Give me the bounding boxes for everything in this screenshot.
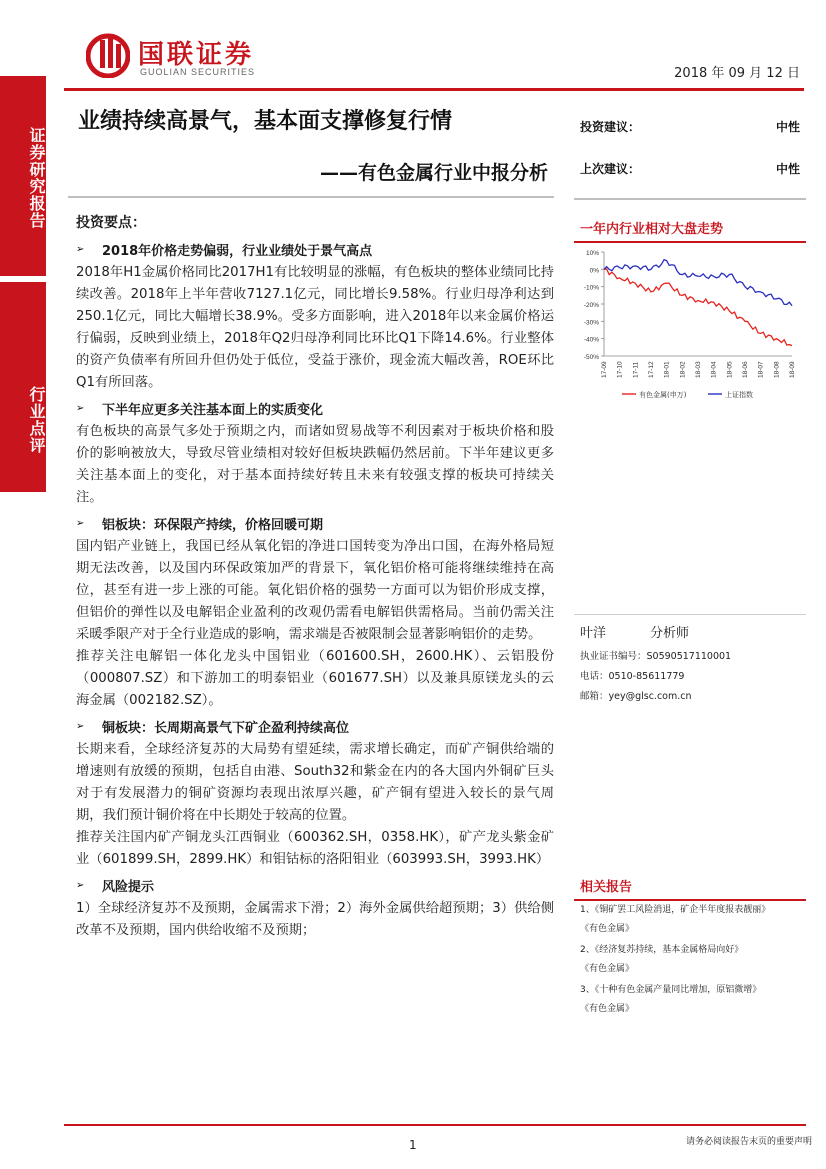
chart-y-tick-label: 0%	[589, 267, 599, 275]
arrow-bullet-icon: ➢	[76, 403, 85, 414]
report-subtitle: ——有色金属行业中报分析	[319, 162, 548, 184]
title-divider	[68, 196, 554, 198]
relative-performance-chart	[574, 244, 806, 404]
header-divider	[64, 88, 804, 91]
related-report-title[interactable]: 2、《经济复苏持续，基本金属格局向好》	[580, 945, 744, 955]
section-heading	[76, 240, 554, 259]
section-paragraph: 推荐关注电解铝一体化龙头中国铝业（601600.SH，2600.HK）、云铝股份（000807.SZ）和下游加工的明泰铝业（601677.SH）以及兼具原镁龙头的云海金属（002182.SZ）。	[76, 649, 554, 708]
section-paragraph: 长期来看，全球经济复苏的大局势有望延续，需求增长确定，而矿产铜供给端的增速则有放缓的预期，包括自由港、South32和紫金在内的各大国内外铜矿巨头对于有发展潜力的铜矿资源均表现出浓厚兴趣，矿产铜有望进入较长的景气周期，我们预计铜价将在中长期处于较高的位置。	[76, 742, 554, 823]
section-paragraph: 2018年H1金属价格同比2017H1有比较明显的涨幅，有色板块的整体业绩同比持续改善。2018年上半年营收7127.1亿元，同比增长9.58%。行业归母净利达到250.1亿元，同比大幅增长38.9%。受多方面影响，进入2018年以来金属价格运行偏弱，反映到业绩上，2018年Q2归母净利同比环比Q1下降14.6%。行业整体的资产负债率有所回升但仍处于低位，受益于涨价，现金流大幅改善，ROE环比Q1有所回落。	[76, 265, 554, 390]
chart-y-tick-label: -30%	[583, 319, 599, 327]
logo-name-cn: 国联证券	[138, 40, 255, 70]
chart-y-tick-label: -10%	[583, 284, 599, 292]
page-number: 1	[409, 1138, 417, 1152]
related-report-title[interactable]: 3、《十种有色金属产量同比增加，原铝微增》	[580, 985, 762, 995]
related-report-title[interactable]: 1、《铜矿罢工风险消退，矿企半年度报表靓丽》	[580, 905, 771, 915]
section-heading-text: 铝板块：环保限产持续，价格回暖可期	[102, 518, 324, 533]
sidebar-label-research-report: 证券研究报告	[27, 127, 46, 229]
chart-y-tick-label: -50%	[583, 354, 599, 361]
report-date: 2018 年 09 月 12 日	[674, 66, 800, 81]
main-content	[76, 212, 554, 942]
chart-x-tick-label: 17-11	[632, 361, 640, 378]
chart-x-tick-label: 18-07	[757, 361, 765, 378]
chart-section-title: 一年内行业相对大盘走势	[574, 218, 806, 243]
chart-x-tick-label: 18-02	[679, 361, 687, 378]
chart-x-tick-label: 17-12	[648, 361, 655, 378]
chart-x-tick-label: 18-05	[726, 361, 734, 378]
rating-previous-value: 中性	[775, 162, 800, 176]
section-paragraph: 推荐关注国内矿产铜龙头江西铜业（600362.SH，0358.HK），矿产龙头紫金矿业（601899.SH，2899.HK）和钼钴标的洛阳钼业（603993.SH，3993.HK）	[76, 830, 554, 867]
section-heading-text: 下半年应更多关注基本面上的实质变化	[102, 403, 324, 418]
section-paragraph: 1）全球经济复苏不及预期，金属需求下滑；2）海外金属供给超预期；3）供给侧改革不及预期，国内供给收缩不及预期；	[76, 901, 554, 938]
rating-previous-label: 上次建议：	[580, 162, 641, 176]
chart-x-tick-label: 17-09	[601, 361, 608, 378]
section-heading-text: 风险提示	[102, 880, 155, 895]
related-reports-list	[580, 904, 802, 1024]
disclaimer-note: 请务必阅读报告末页的重要声明	[685, 1137, 812, 1147]
chart-y-tick-label: -40%	[583, 336, 599, 344]
related-report-category: 《有色金属》	[580, 1004, 635, 1014]
company-logo	[86, 32, 296, 78]
chart-x-tick-label: 18-08	[773, 361, 781, 378]
report-title: 业绩持续高景气，基本面支撑修复行情	[78, 109, 453, 134]
section-heading	[76, 399, 554, 418]
sidebar-label-industry-comment: 行业点评	[27, 386, 46, 454]
analyst-divider	[574, 614, 806, 615]
logo-mark-icon	[86, 32, 130, 78]
analyst-phone: 电话：0510-85611779	[580, 671, 685, 682]
arrow-bullet-icon: ➢	[76, 880, 85, 891]
analyst-name: 叶洋	[580, 626, 607, 641]
arrow-bullet-icon: ➢	[76, 721, 85, 732]
sidebar-divider	[574, 198, 806, 200]
chart-legend-label: 有色金属(申万)	[639, 391, 687, 399]
rating-current-label: 投资建议：	[580, 120, 641, 134]
section-heading	[76, 514, 554, 533]
logo-name-en: GUOLIAN SECURITIES	[140, 67, 256, 77]
arrow-bullet-icon: ➢	[76, 518, 85, 529]
chart-x-tick-label: 18-09	[789, 361, 796, 378]
section-paragraph: 国内铝产业链上，我国已经从氧化铝的净进口国转变为净出口国，在海外格局短期无法改善，以及国内环保政策加严的背景下，氧化铝价格可能将继续维持在高位，甚至有进一步上涨的可能。氧化铝价格的强势一方面可以为铝价形成支撑，但铝价的弹性以及电解铝企业盈利的改观仍需看电解铝供需格局。当前仍需关注采暖季限产对于全行业造成的影响，需求端是否被限制会显著影响铝价的走势。	[76, 539, 554, 642]
section-heading	[76, 717, 554, 736]
footer-divider	[64, 1124, 806, 1126]
chart-y-tick-label: 10%	[585, 250, 599, 257]
related-report-category: 《有色金属》	[580, 924, 635, 934]
chart-x-tick-label: 18-01	[663, 361, 671, 378]
analyst-license: 执业证书编号：S0590517110001	[580, 651, 732, 662]
chart-x-tick-label: 18-06	[742, 361, 749, 378]
summary-label: 投资要点：	[76, 215, 146, 231]
section-heading-text: 铜板块：长周期高景气下矿企盈利持续高位	[102, 721, 350, 736]
analyst-email[interactable]: 邮箱：yey@glsc.com.cn	[580, 691, 692, 702]
rating-current	[580, 118, 800, 135]
analyst-title: 分析师	[650, 626, 690, 641]
chart-y-tick-label: -20%	[583, 302, 599, 309]
chart-x-tick-label: 18-03	[695, 361, 702, 378]
chart-series-line	[604, 269, 792, 346]
chart-svg	[574, 244, 806, 404]
section-heading-text: 2018年价格走势偏弱，行业业绩处于景气高点	[102, 244, 373, 259]
section-paragraph: 有色板块的高景气多处于预期之内，而诸如贸易战等不利因素对于板块价格和股价的影响被放大，导致尽管业绩相对较好但板块跌幅仍然居前。下半年建议更多关注基本面上的变化，对于基本面持续好转且未来有较强支撑的板块可持续关注。	[76, 424, 554, 505]
chart-legend-label: 上证指数	[725, 391, 753, 399]
related-section-title: 相关报告	[574, 876, 806, 901]
related-report-category: 《有色金属》	[580, 964, 635, 974]
chart-x-tick-label: 18-04	[710, 361, 718, 378]
analyst-info	[580, 622, 800, 707]
arrow-bullet-icon: ➢	[76, 244, 85, 255]
rating-previous	[580, 160, 800, 177]
chart-x-tick-label: 17-10	[616, 361, 624, 378]
rating-current-value: 中性	[775, 120, 800, 134]
section-heading	[76, 876, 554, 895]
